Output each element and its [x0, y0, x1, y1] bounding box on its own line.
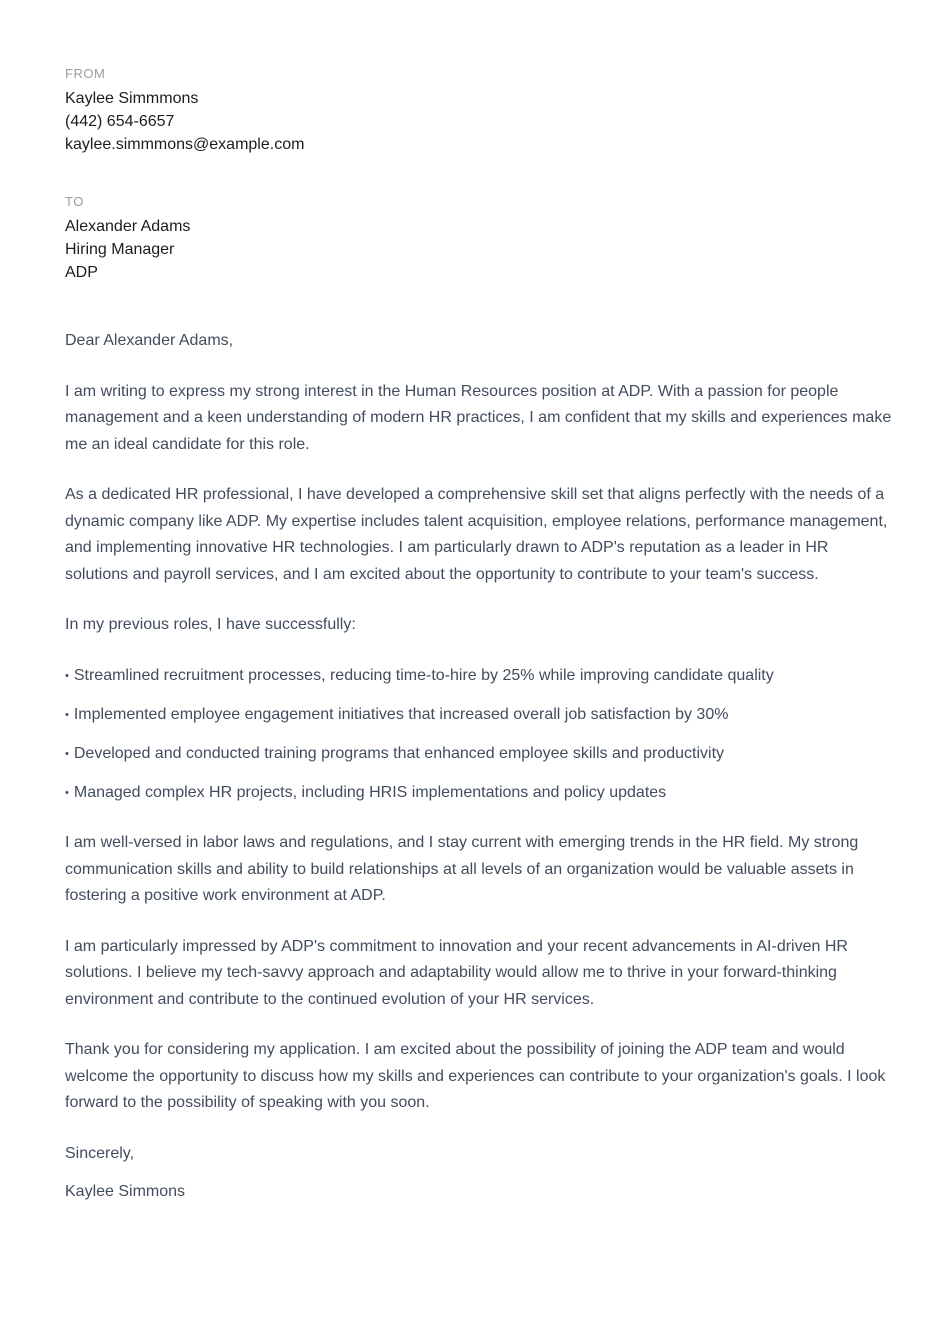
- bullet-text: Streamlined recruitment processes, reducing time-to-hire by 25% while improving candidate quality: [73, 666, 774, 684]
- paragraph: I am writing to express my strong interest in the Human Resources position at ADP. With a passion for people management and a keen understanding of modern HR practices, I am confident that my skills and experiences make me an ideal candidate for this role.: [65, 382, 892, 453]
- recipient-name: Alexander Adams: [65, 218, 191, 235]
- bullet-item: [65, 741, 892, 768]
- to-label: TO: [65, 194, 84, 209]
- paragraph: Thank you for considering my application. I am excited about the possibility of joining the ADP team and would welcome the opportunity to discuss how my skills and experiences can contribute to your organization's goals. I look forward to the possibility of speaking with you soon.: [65, 1041, 886, 1111]
- bullet-item: [65, 663, 892, 690]
- cover-letter-content: [65, 66, 892, 1206]
- paragraph: I am particularly impressed by ADP's commitment to innovation and your recent advancements in AI-driven HR solutions. I believe my tech-savvy approach and adaptability would allow me to thrive in your forward-thinking environment and contribute to the continued evolution of your HR services.: [65, 937, 848, 1008]
- sender-email: kaylee.simmmons@example.com: [65, 136, 305, 153]
- bullet-text: Developed and conducted training programs that enhanced employee skills and productivity: [73, 744, 725, 762]
- sender-phone: (442) 654-6657: [65, 113, 175, 130]
- recipient-company: ADP: [65, 264, 98, 281]
- bullet-icon: •: [65, 669, 69, 682]
- bullet-icon: •: [65, 708, 69, 721]
- salutation: Dear Alexander Adams,: [65, 332, 234, 349]
- recipient-title: Hiring Manager: [65, 241, 175, 258]
- paragraph: I am well-versed in labor laws and regulations, and I stay current with emerging trends in the HR field. My strong communication skills and ability to build relationships at all levels of an organization would be valuable assets in fostering a positive work environment at ADP.: [65, 834, 859, 904]
- sender-block: [65, 66, 892, 156]
- sender-name: Kaylee Simmmons: [65, 90, 199, 107]
- bullet-icon: •: [65, 786, 69, 799]
- signoff: Sincerely,: [65, 1144, 135, 1162]
- paragraph: As a dedicated HR professional, I have developed a comprehensive skill set that aligns perfectly with the needs of a dynamic company like ADP. My expertise includes talent acquisition, employee relations, performance management, and implementing innovative HR technologies. I am particularly drawn to ADP's reputation as a leader in HR solutions and payroll services, and I am excited about the opportunity to contribute to your team's success.: [65, 486, 888, 583]
- bullet-text: Managed complex HR projects, including HRIS implementations and policy updates: [73, 783, 667, 801]
- bullet-text: Implemented employee engagement initiatives that increased overall job satisfaction by 30%: [73, 705, 729, 723]
- bullet-intro: In my previous roles, I have successfully:: [65, 616, 356, 633]
- from-label: FROM: [65, 66, 106, 81]
- bullet-item: [65, 702, 892, 729]
- letter-body: [65, 328, 892, 1206]
- recipient-block: [65, 194, 892, 284]
- signature: Kaylee Simmons: [65, 1183, 186, 1200]
- bullet-icon: •: [65, 747, 69, 760]
- bullet-item: [65, 780, 892, 807]
